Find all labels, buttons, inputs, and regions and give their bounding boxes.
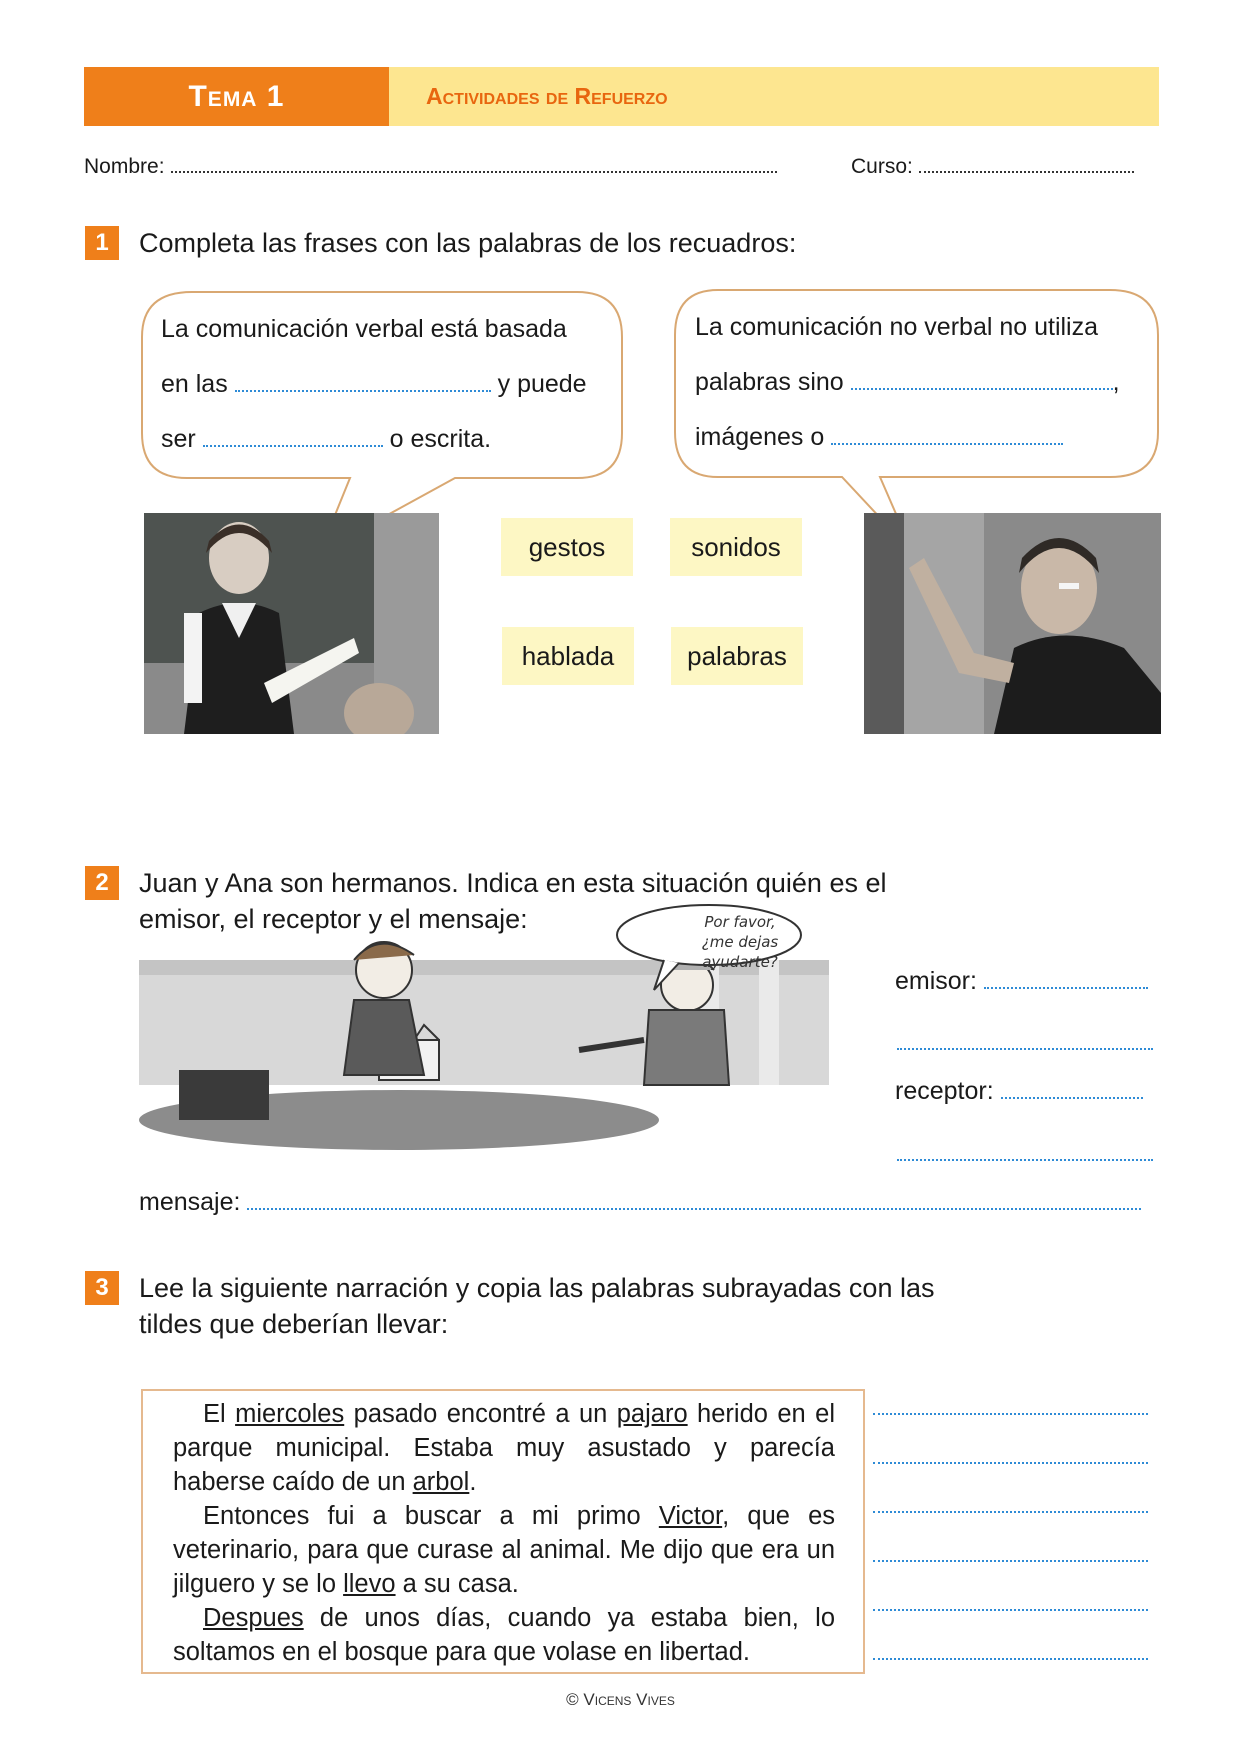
left-bubble-line-2b: y puede [497,370,587,398]
exercise-2-instruction-line-2: emisor, el receptor y el mensaje: [139,904,528,934]
tema-label: Tema 1 [188,79,285,113]
right-bubble-line-1: La comunicación no verbal no utiliza [695,313,1099,341]
word-box [670,518,802,576]
copyright-footer: © Vicens Vives [566,1690,675,1709]
speech-line-1: Por favor, [704,913,776,931]
left-bubble-text [161,302,587,467]
word-label: sonidos [691,531,781,562]
blank-1[interactable] [235,376,491,392]
answer-line[interactable] [873,1509,1148,1513]
word-box [501,518,633,576]
exercise-3-instruction-line-2: tildes que deberían llevar: [139,1309,449,1339]
curso-label: Curso: [851,155,913,178]
answer-line[interactable] [873,1656,1148,1660]
answer-line[interactable] [873,1460,1148,1464]
answer-line[interactable] [873,1607,1148,1611]
underlined-word: Victor [658,1502,723,1530]
exercise-2-number: 2 [85,866,119,900]
left-bubble-line-2a: en las [161,370,228,398]
emisor-blank-2[interactable] [897,1034,1153,1050]
exercise-3-instruction-line-1: Lee la siguiente narración y copia las palabras subrayadas con las [139,1273,935,1303]
story-paragraph-2: Entonces fui a buscar a mi primo Victor, que es veterinario, para que curase al animal. Me dijo que era un jilguero y se lo llevo a su casa. [173,1502,836,1598]
left-bubble-line-1: La comunicación verbal está basada [161,315,567,343]
nombre-label: Nombre: [84,155,165,178]
word-label: palabras [687,640,787,671]
exercise-1-instruction: Completa las frases con las palabras de los recuadros: [139,228,797,258]
emisor-label: emisor: [895,967,977,995]
mensaje-blank[interactable] [247,1194,1141,1210]
teacher-man-photo [864,513,1161,734]
receptor-label: receptor: [895,1077,994,1105]
word-label: hablada [521,640,615,671]
underlined-word: llevo [343,1570,396,1598]
exercise-1-number: 1 [85,226,119,260]
word-box [502,627,634,685]
exercise-3-number: 3 [85,1271,119,1305]
mensaje-field[interactable] [139,1188,1141,1217]
emisor-blank[interactable] [984,973,1148,989]
word-box [671,627,803,685]
left-bubble-line-3b: o escrita. [389,425,492,453]
word-label: gestos [528,531,606,562]
mensaje-label: mensaje: [139,1188,241,1216]
left-bubble-line-3a: ser [161,425,196,453]
answer-line[interactable] [873,1411,1148,1415]
right-bubble-line-2b: , [1112,368,1120,396]
underlined-word: Despues [203,1604,304,1632]
right-bubble-text [695,300,1120,465]
story-paragraph-1: El miercoles pasado encontré a un pajaro herido en el parque municipal. Estaba muy asustado y parecía haberse caído de un arbol. [173,1400,835,1496]
right-bubble-line-2a: palabras sino [695,368,844,396]
blank-4[interactable] [831,429,1063,445]
underlined-word: arbol [412,1468,470,1496]
story-box [141,1389,865,1674]
emisor-field[interactable] [895,967,1148,996]
receptor-blank-2[interactable] [897,1145,1153,1161]
answer-line[interactable] [873,1558,1148,1562]
exercise-2-instruction-line-1: Juan y Ana son hermanos. Indica en esta situación quién es el [139,868,887,898]
right-bubble-line-3a: imágenes o [695,423,825,451]
section-label: Actividades de Refuerzo [426,83,668,109]
blank-3[interactable] [851,374,1113,390]
story-paragraph-3: Despues de unos días, cuando ya estaba bien, lo soltamos en el bosque para que volase en libertad. [173,1604,835,1666]
underlined-word: pajaro [616,1400,688,1428]
blank-2[interactable] [203,431,383,447]
teacher-woman-photo [144,513,439,734]
receptor-blank[interactable] [1001,1083,1143,1099]
underlined-word: miercoles [235,1400,345,1428]
speech-line-2: ¿me dejas ayudarte? [701,933,779,971]
receptor-field[interactable] [895,1077,1143,1106]
speech-bubble-text [670,912,810,972]
